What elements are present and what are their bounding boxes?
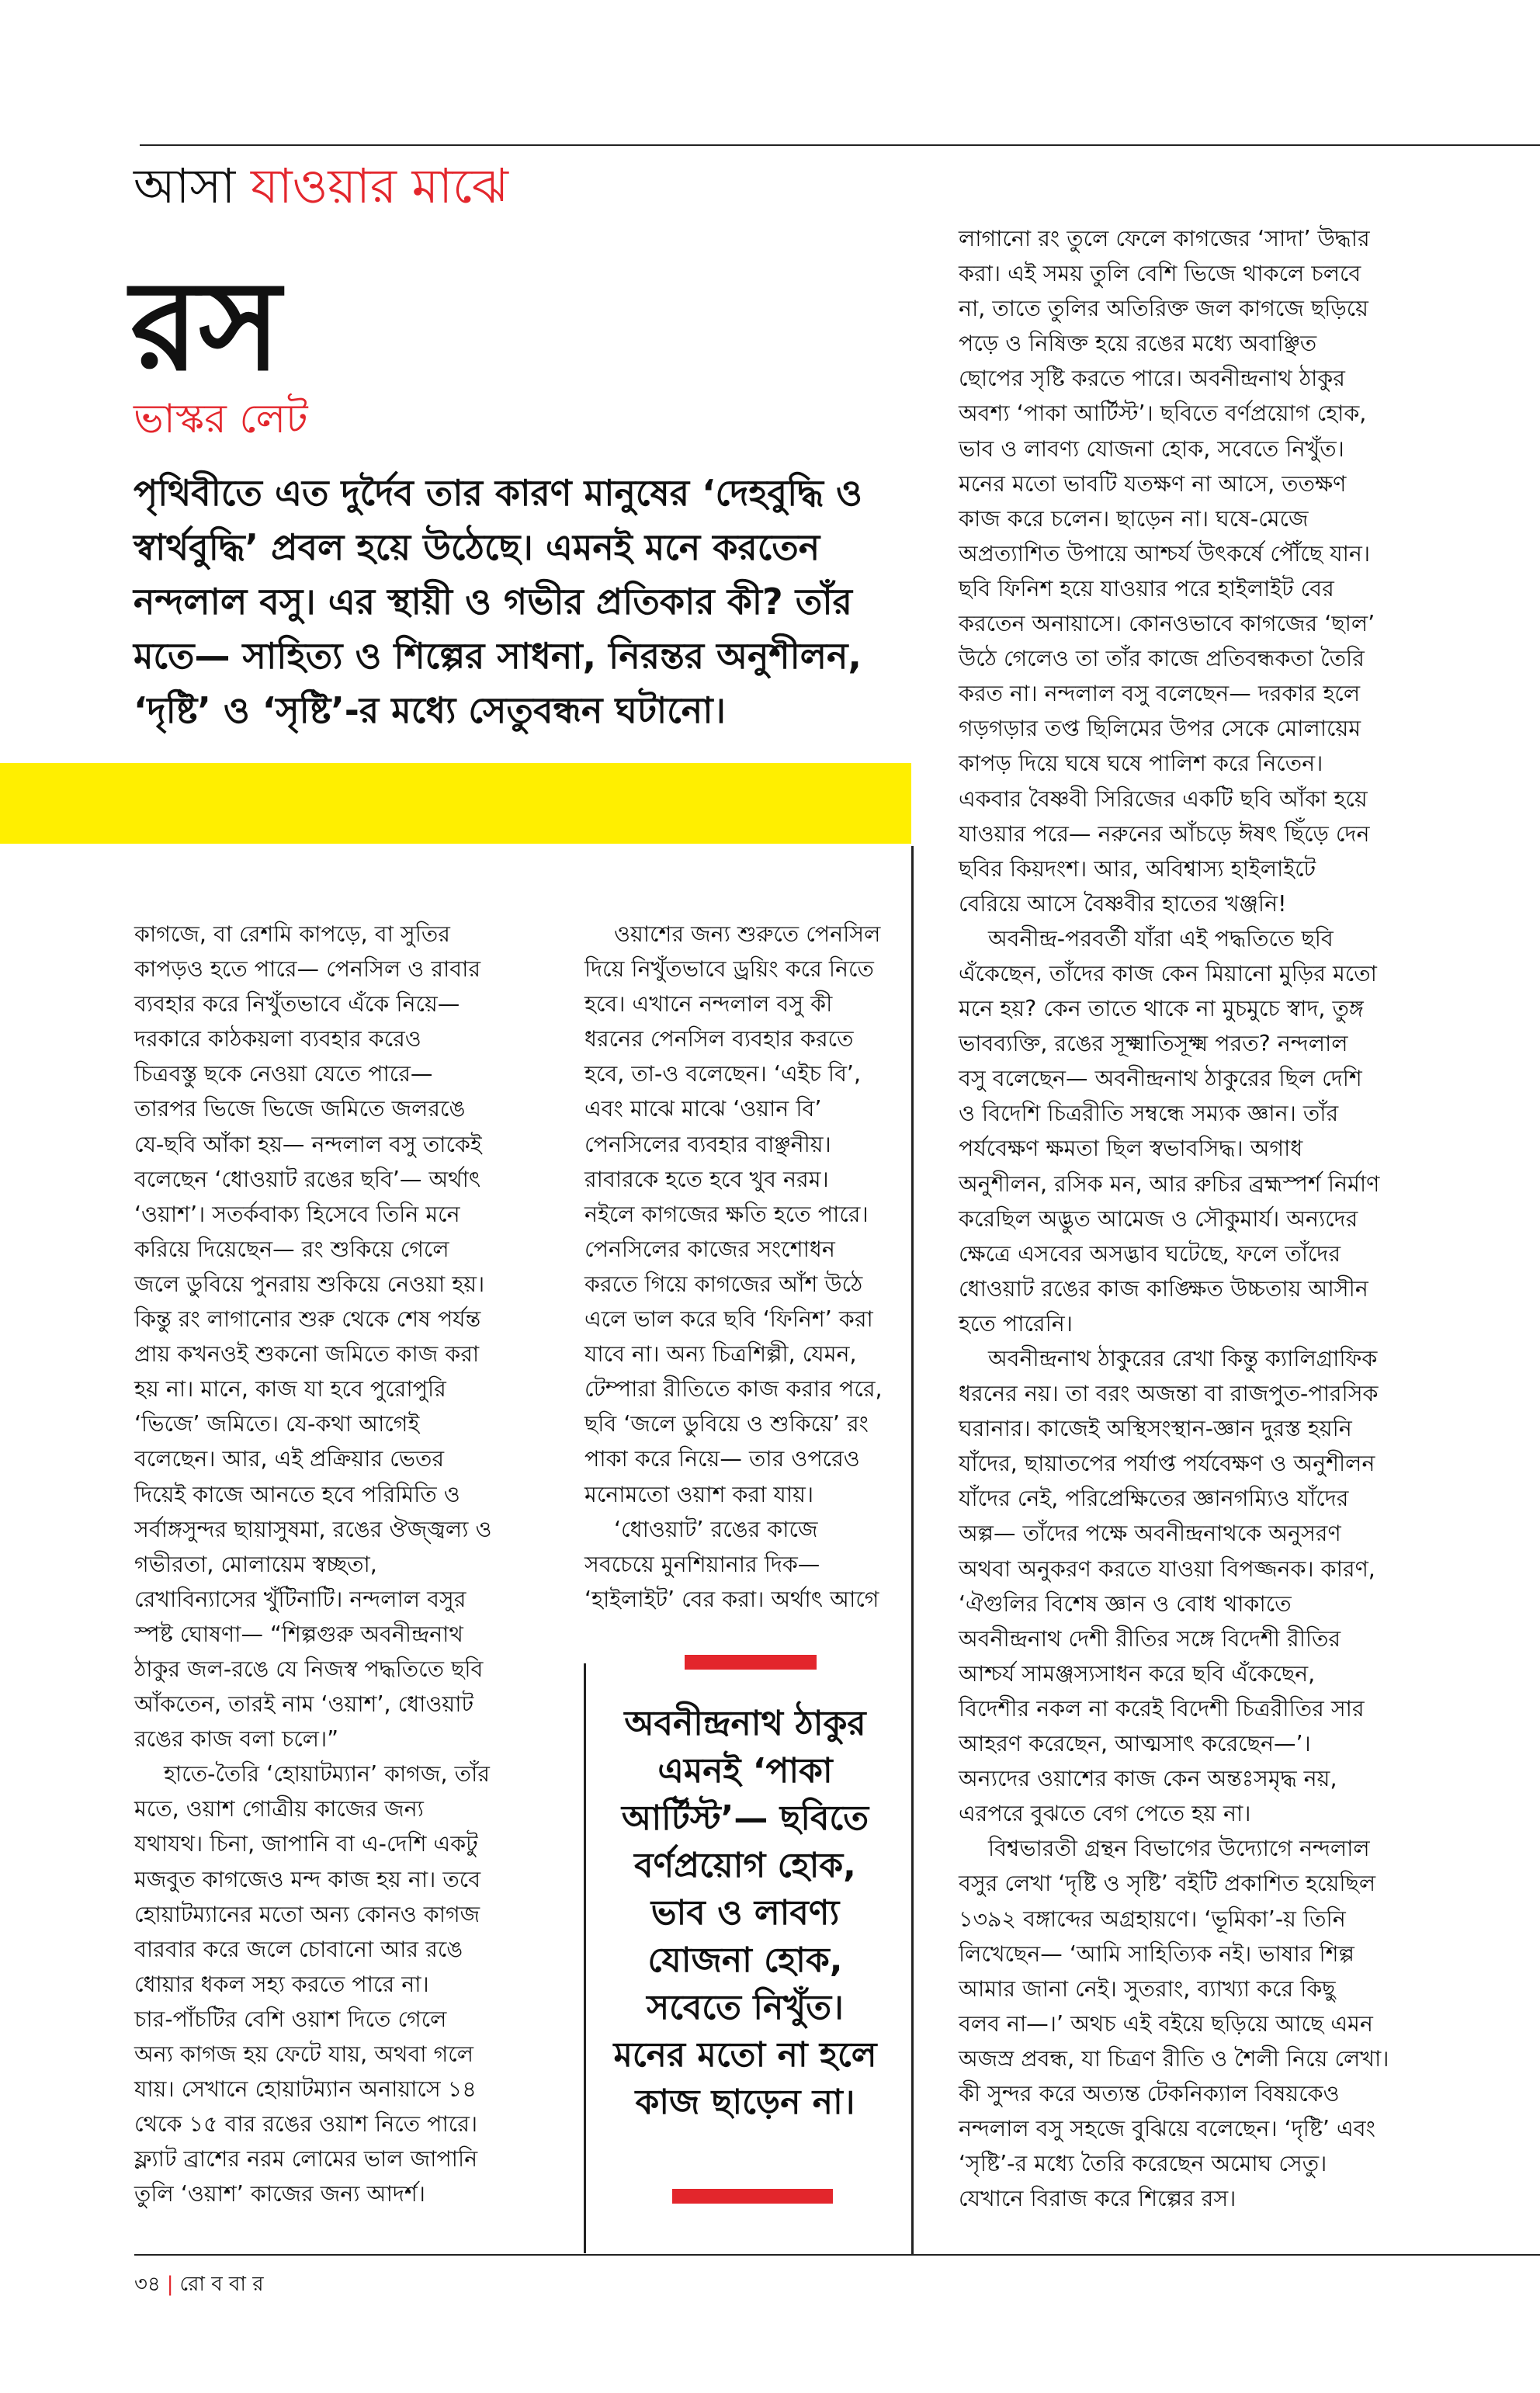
body-text-line: থেকে ১৫ বার রঙের ওয়াশ নিতে পারে। xyxy=(134,2111,478,2138)
body-text-line: করতেন অনায়াসে। কোনওভাবে কাগজের ‘ছাল’ xyxy=(959,611,1375,637)
body-text-line: সর্বাঙ্গসুন্দর ছায়াসুষমা, রঙের ঔজ্জ্বল্য ও xyxy=(134,1516,492,1542)
body-text-line: ঘরানার। কাজেই অস্থিসংস্থান-জ্ঞান দুরস্ত হয়নি xyxy=(959,1416,1352,1442)
body-text-line: করা। এই সময় তুলি বেশি ভিজে থাকলে চলবে xyxy=(959,261,1361,287)
body-text-line: রাবারকে হতে হবে খুব নরম। xyxy=(584,1166,829,1192)
column-middle xyxy=(584,917,910,1617)
pull-quote-line: এমনই ‘পাকা xyxy=(657,1751,833,1791)
body-text-line: এঁকেছেন, তাঁদের কাজ কেন মিয়ানো মুড়ির মতো xyxy=(959,960,1377,987)
body-text-line: অবনীন্দ্রনাথ ঠাকুরের রেখা কিন্তু ক্যালিগ্রাফিক xyxy=(988,1346,1378,1372)
body-text-line: ফ্ল্যাট ব্রাশের নরম লোমের ভাল জাপানি xyxy=(134,2146,478,2173)
page-number: ৩৪ xyxy=(134,2273,161,2296)
body-text-line: এবং মাঝে মাঝে ‘ওয়ান বি’ xyxy=(584,1096,822,1122)
body-text-line: বেরিয়ে আসে বৈষ্ণবীর হাতের খঞ্জনি! xyxy=(959,890,1287,917)
standfirst-line: মতে— সাহিত্য ও শিল্পের সাধনা, নিরন্তর অনুশীলন, xyxy=(134,635,862,677)
body-text-line: কাপড়ও হতে পারে— পেনসিল ও রাবার xyxy=(134,956,481,983)
body-text-line: জলে ডুবিয়ে পুনরায় শুকিয়ে নেওয়া হয়। xyxy=(134,1271,485,1297)
standfirst-line: ‘দৃষ্টি’ ও ‘সৃষ্টি’-র মধ্যে সেতুবন্ধন ঘটানো। xyxy=(134,689,726,731)
pullquote-divider-left xyxy=(584,1663,586,2253)
body-text-line: দরকারে কাঠকয়লা ব্যবহার করেও xyxy=(134,1026,421,1053)
body-text-line: নইলে কাগজের ক্ষতি হতে পারে। xyxy=(584,1201,869,1227)
body-text-line: ‘ওয়াশ’। সতর্কবাক্য হিসেবে তিনি মনে xyxy=(134,1201,460,1227)
body-text-line: হবে। এখানে নন্দলাল বসু কী xyxy=(584,991,833,1018)
body-text-line: অথবা অনুকরণ করতে যাওয়া বিপজ্জনক। কারণ, xyxy=(959,1555,1375,1582)
body-text-line: ধোয়ার ধকল সহ্য করতে পারে না। xyxy=(134,1971,429,1997)
standfirst-line: স্বার্থবুদ্ধি’ প্রবল হয়ে উঠেছে। এমনই মনে করতেন xyxy=(134,526,820,568)
pull-quote-line: কাজ ছাড়েন না। xyxy=(635,2083,855,2122)
pullquote-bottom-bar xyxy=(672,2189,833,2204)
body-text-line: করত না। নন্দলাল বসু বলেছেন— দরকার হলে xyxy=(959,681,1361,707)
body-text-line: চার-পাঁচটির বেশি ওয়াশ দিতে গেলে xyxy=(134,2006,447,2032)
body-text-line: অনুশীলন, রসিক মন, আর রুচির ব্রহ্মস্পর্শ নির্মাণ xyxy=(959,1170,1380,1197)
body-text-line: ও বিদেশি চিত্ররীতি সম্বন্ধে সম্যক জ্ঞান। তাঁর xyxy=(959,1101,1339,1127)
bottom-rule xyxy=(134,2254,1540,2256)
body-text-line: গড়গড়ার তপ্ত ছিলিমের উপর সেকে মোলায়েম xyxy=(959,716,1361,742)
body-text-line: বলব না—।’ অথচ এই বইয়ে ছড়িয়ে আছে এমন xyxy=(959,2010,1373,2037)
body-text-line: পর্যবেক্ষণ ক্ষমতা ছিল স্বভাবসিদ্ধ। অগাধ xyxy=(959,1136,1303,1162)
body-text-line: বসুর লেখা ‘দৃষ্টি ও সৃষ্টি’ বইটি প্রকাশিত হয়েছিল xyxy=(959,1871,1376,1897)
body-text-line: তারপর ভিজে ভিজে জমিতে জলরঙে xyxy=(134,1096,466,1122)
body-text-line: অন্যদের ওয়াশের কাজ কেন অন্তঃসমৃদ্ধ নয়, xyxy=(959,1766,1337,1792)
body-text-line: ছোপের সৃষ্টি করতে পারে। অবনীন্দ্রনাথ ঠাকুর xyxy=(959,366,1345,392)
body-text-line: উঠে গেলেও তা তাঁর কাজে প্রতিবন্ধকতা তৈরি xyxy=(959,646,1365,672)
body-text-line: পড়ে ও নিষিক্ত হয়ে রঙের মধ্যে অবাঞ্ছিত xyxy=(959,331,1317,357)
body-text-line: ব্যবহার করে নিখুঁতভাবে এঁকে নিয়ে— xyxy=(134,991,460,1018)
yellow-highlight-block xyxy=(0,763,911,844)
body-text-line: অপ্রত্যাশিত উপায়ে আশ্চর্য উৎকর্ষে পৌঁছে যান। xyxy=(959,540,1371,567)
body-text-line: কী সুন্দর করে অত্যন্ত টেকনিক্যাল বিষয়কেও xyxy=(959,2080,1340,2107)
magazine-name: রো ব বা র xyxy=(179,2273,264,2296)
body-text-line: অল্প— তাঁদের পক্ষে অবনীন্দ্রনাথকে অনুসরণ xyxy=(959,1521,1341,1547)
body-text-line: মনের মতো ভাবটি যতক্ষণ না আসে, ততক্ষণ xyxy=(959,470,1347,497)
body-text-line: মজবুত কাগজেও মন্দ কাজ হয় না। তবে xyxy=(134,1866,481,1892)
body-text-line: আশ্চর্য সামঞ্জস্যসাধন করে ছবি এঁকেছেন, xyxy=(959,1660,1316,1687)
body-text-line: ওয়াশের জন্য শুরুতে পেনসিল xyxy=(614,921,881,947)
body-text-line: বিদেশীর নকল না করেই বিদেশী চিত্ররীতির সার xyxy=(959,1695,1365,1722)
pullquote-top-bar xyxy=(685,1655,817,1670)
body-text-line: ধোওয়াট রঙের কাজ কাঙ্ক্ষিত উচ্চতায় আসীন xyxy=(959,1275,1368,1302)
body-text-line: কাজ করে চলেন। ছাড়েন না। ঘষে-মেজে xyxy=(959,505,1309,532)
pull-quote-line: মনের মতো না হলে xyxy=(613,2035,877,2075)
body-text-line: পাকা করে নিয়ে— তার ওপরেও xyxy=(584,1446,860,1472)
body-text-line: ঠাকুর জল-রঙে যে নিজস্ব পদ্ধতিতে ছবি xyxy=(134,1656,484,1682)
body-text-line: ‘ঐগুলির বিশেষ জ্ঞান ও বোধ থাকাতে xyxy=(959,1590,1292,1617)
body-text-line: ধরনের পেনসিল ব্যবহার করতে xyxy=(584,1026,854,1053)
body-text-line: হোয়াটম্যানের মতো অন্য কোনও কাগজ xyxy=(134,1901,480,1927)
body-text-line: তুলি ‘ওয়াশ’ কাজের জন্য আদর্শ। xyxy=(134,2181,425,2207)
body-text-line: ‘ভিজে’ জমিতে। যে-কথা আগেই xyxy=(134,1411,420,1438)
body-text-line: যাবে না। অন্য চিত্রশিল্পী, যেমন, xyxy=(584,1341,857,1368)
body-text-line: করেছিল অদ্ভুত আমেজ ও সৌকুমার্য। অন্যদের xyxy=(959,1205,1358,1232)
body-text-line: চিত্রবস্তু ছকে নেওয়া যেতে পারে— xyxy=(134,1061,433,1087)
column-left xyxy=(134,917,538,2211)
body-text-line: স্পষ্ট ঘোষণা— “শিল্পগুরু অবনীন্দ্রনাথ xyxy=(134,1621,463,1647)
body-text-line: বলেছেন। আর, এই প্রক্রিয়ার ভেতর xyxy=(134,1446,445,1472)
body-text-line: মনে হয়? কেন তাতে থাকে না মুচমুচে স্বাদ, তুঙ্গ xyxy=(959,996,1364,1022)
body-text-line: দিয়ে নিখুঁতভাবে ড্রয়িং করে নিতে xyxy=(584,956,874,983)
body-text-line: ‘সৃষ্টি’-র মধ্যে তৈরি করেছেন অমোঘ সেতু। xyxy=(959,2151,1327,2177)
body-text-line: যে-ছবি আঁকা হয়— নন্দলাল বসু তাকেই xyxy=(134,1131,482,1157)
body-text-line: অবশ্য ‘পাকা আর্টিস্ট’। ছবিতে বর্ণপ্রয়োগ হোক, xyxy=(959,401,1367,427)
body-text-line: নন্দলাল বসু সহজে বুঝিয়ে বলেছেন। ‘দৃষ্টি’ এবং xyxy=(959,2116,1375,2142)
body-text-line: যাঁদের নেই, পরিপ্রেক্ষিতের জ্ঞানগম্যিও যাঁদের xyxy=(959,1486,1349,1512)
body-text-line: ভাবব্যক্তি, রঙের সূক্ষ্মাতিসূক্ষ্ম পরত? নন্দলাল xyxy=(959,1031,1348,1057)
body-text-line: এলে ভাল করে ছবি ‘ফিনিশ’ করা xyxy=(584,1306,873,1333)
pull-quote-line: যোজনা হোক, xyxy=(647,1940,843,1980)
body-text-line: হতে পারেনি। xyxy=(959,1310,1073,1337)
body-text-line: লিখেছেন— ‘আমি সাহিত্যিক নই। ভাষার শিল্প xyxy=(959,1940,1354,1967)
body-text-line: কাগজে, বা রেশমি কাপড়ে, বা সুতির xyxy=(134,921,450,947)
kicker-part1: আসা xyxy=(134,158,236,214)
body-text-line: ভাব ও লাবণ্য যোজনা হোক, সবেতে নিখুঁত। xyxy=(959,435,1344,462)
body-text-line: যথাযথ। চিনা, জাপানি বা এ-দেশি একটু xyxy=(134,1831,478,1857)
body-text-line: একবার বৈষ্ণবী সিরিজের একটি ছবি আঁকা হয়ে xyxy=(959,786,1368,812)
top-rule xyxy=(140,144,1540,146)
body-text-line: অজস্র প্রবন্ধ, যা চিত্রণ রীতি ও শৈলী নিয়ে লেখা। xyxy=(959,2045,1389,2072)
body-text-line: সবচেয়ে মুনশিয়ানার দিক— xyxy=(584,1551,820,1577)
body-text-line: যাঁদের, ছায়াতপের পর্যাপ্ত পর্যবেক্ষণ ও অনুশীলন xyxy=(959,1451,1375,1477)
pull-quote-line: আর্টিস্ট’— ছবিতে xyxy=(621,1798,869,1838)
body-text-line: বসু বলেছেন— অবনীন্দ্রনাথ ঠাকুরের ছিল দেশি xyxy=(959,1066,1362,1092)
kicker-part2: যাওয়ার মাঝে xyxy=(250,158,508,214)
body-text-line: আঁকতেন, তারই নাম ‘ওয়াশ’, ধোওয়াট xyxy=(134,1691,474,1718)
body-text-line: অন্য কাগজ হয় ফেটে যায়, অথবা গলে xyxy=(134,2041,473,2067)
body-text-line: ‘ধোওয়াট’ রঙের কাজে xyxy=(614,1516,818,1542)
body-text-line: বলেছেন ‘ধোওয়াট রঙের ছবি’— অর্থাৎ xyxy=(134,1166,481,1192)
page-footer xyxy=(134,2270,264,2298)
body-text-line: মনোমতো ওয়াশ করা যায়। xyxy=(584,1481,814,1507)
body-text-line: লাগানো রং তুলে ফেলে কাগজের ‘সাদা’ উদ্ধার xyxy=(959,226,1370,251)
body-text-line: প্রায় কখনওই শুকনো জমিতে কাজ করা xyxy=(134,1341,480,1368)
body-text-line: পেনসিলের কাজের সংশোধন xyxy=(584,1236,835,1262)
body-text-line: রেখাবিন্যাসের খুঁটিনাটি। নন্দলাল বসুর xyxy=(134,1586,467,1612)
body-text-line: কাপড় দিয়ে ঘষে ঘষে পালিশ করে নিতেন। xyxy=(959,751,1323,777)
body-text-line: পেনসিলের ব্যবহার বাঞ্ছনীয়। xyxy=(584,1131,831,1157)
body-text-line: যাওয়ার পরে— নরুনের আঁচড়ে ঈষৎ ছিঁড়ে দেন xyxy=(959,820,1370,847)
body-text-line: ১৩৯২ বঙ্গাব্দের অগ্রহায়ণে। ‘ভূমিকা’-য় তিনি xyxy=(959,1906,1346,1932)
body-text-line: আহরণ করেছেন, আত্মসাৎ করেছেন—’। xyxy=(959,1731,1311,1757)
body-text-line: অবনীন্দ্রনাথ দেশী রীতির সঙ্গে বিদেশী রীতির xyxy=(959,1625,1341,1652)
body-text-line: করতে গিয়ে কাগজের আঁশ উঠে xyxy=(584,1271,863,1297)
body-text-line: ছবির কিয়দংশ। আর, অবিশ্বাস্য হাইলাইটে xyxy=(959,855,1316,882)
body-text-line: বিশ্বভারতী গ্রন্থন বিভাগের উদ্যোগে নন্দলাল xyxy=(988,1836,1370,1862)
pull-quote xyxy=(590,1700,900,2126)
body-text-line: যেখানে বিরাজ করে শিল্পের রস। xyxy=(959,2186,1237,2212)
body-text-line: মতে, ওয়াশ গোত্রীয় কাজের জন্য xyxy=(134,1796,424,1822)
pull-quote-line: বর্ণপ্রয়োগ হোক, xyxy=(634,1846,856,1885)
column-right xyxy=(959,221,1440,2216)
body-text-line: এরপরে বুঝতে বেগ পেতে হয় না। xyxy=(959,1801,1251,1827)
body-text-line: বারবার করে জলে চোবানো আর রঙে xyxy=(134,1936,463,1962)
body-text-line: টেম্পারা রীতিতে কাজ করার পরে, xyxy=(584,1376,883,1403)
section-kicker xyxy=(134,155,508,217)
standfirst-line: নন্দলাল বসু। এর স্থায়ী ও গভীর প্রতিকার কী? তাঁর xyxy=(134,581,852,623)
body-text-line: না, তাতে তুলির অতিরিক্ত জল কাগজে ছড়িয়ে xyxy=(959,296,1368,322)
body-text-line: ধরনের নয়। তা বরং অজন্তা বা রাজপুত-পারসিক xyxy=(959,1381,1379,1407)
body-text-line: হবে, তা-ও বলেছেন। ‘এইচ বি’, xyxy=(584,1061,862,1087)
pull-quote-line: ভাব ও লাবণ্য xyxy=(650,1893,840,1933)
byline: ভাস্কর লেট xyxy=(134,396,308,442)
pull-quote-line: সবেতে নিখুঁত। xyxy=(647,1988,844,2027)
body-text-line: হয় না। মানে, কাজ যা হবে পুরোপুরি xyxy=(134,1376,446,1403)
body-text-line: দিয়েই কাজে আনতে হবে পরিমিতি ও xyxy=(134,1481,460,1507)
standfirst xyxy=(134,466,925,737)
pull-quote-line: অবনীন্দ্রনাথ ঠাকুর xyxy=(624,1704,866,1743)
body-text-line: আমার জানা নেই। সুতরাং, ব্যাখ্যা করে কিছু xyxy=(959,1975,1336,2002)
body-text-line: ছবি ফিনিশ হয়ে যাওয়ার পরে হাইলাইট বের xyxy=(959,575,1334,602)
body-text-line: অবনীন্দ্র-পরবর্তী যাঁরা এই পদ্ধতিতে ছবি xyxy=(988,925,1334,952)
body-text-line: রঙের কাজ বলা চলে।” xyxy=(134,1726,338,1753)
footer-separator: | xyxy=(166,2273,174,2296)
body-text-line: ক্ষেত্রে এসবের অসদ্ভাব ঘটেছে, ফলে তাঁদের xyxy=(959,1240,1341,1267)
body-text-line: গভীরতা, মোলায়েম স্বচ্ছতা, xyxy=(134,1551,377,1577)
column-divider-right xyxy=(911,846,914,2255)
body-text-line: যায়। সেখানে হোয়াটম্যান অনায়াসে ১৪ xyxy=(134,2076,477,2103)
standfirst-line: পৃথিবীতে এত দুর্দৈব তার কারণ মানুষের ‘দেহবুদ্ধি ও xyxy=(134,472,862,514)
body-text-line: ‘হাইলাইট’ বের করা। অর্থাৎ আগে xyxy=(584,1586,879,1612)
body-text-line: হাতে-তৈরি ‘হোয়াটম্যান’ কাগজ, তাঁর xyxy=(164,1761,490,1788)
body-text-line: করিয়ে দিয়েছেন— রং শুকিয়ে গেলে xyxy=(134,1236,449,1262)
body-text-line: কিন্তু রং লাগানোর শুরু থেকে শেষ পর্যন্ত xyxy=(134,1306,481,1333)
article-title: রস xyxy=(130,253,281,398)
body-text-line: ছবি ‘জলে ডুবিয়ে ও শুকিয়ে’ রং xyxy=(584,1411,869,1438)
